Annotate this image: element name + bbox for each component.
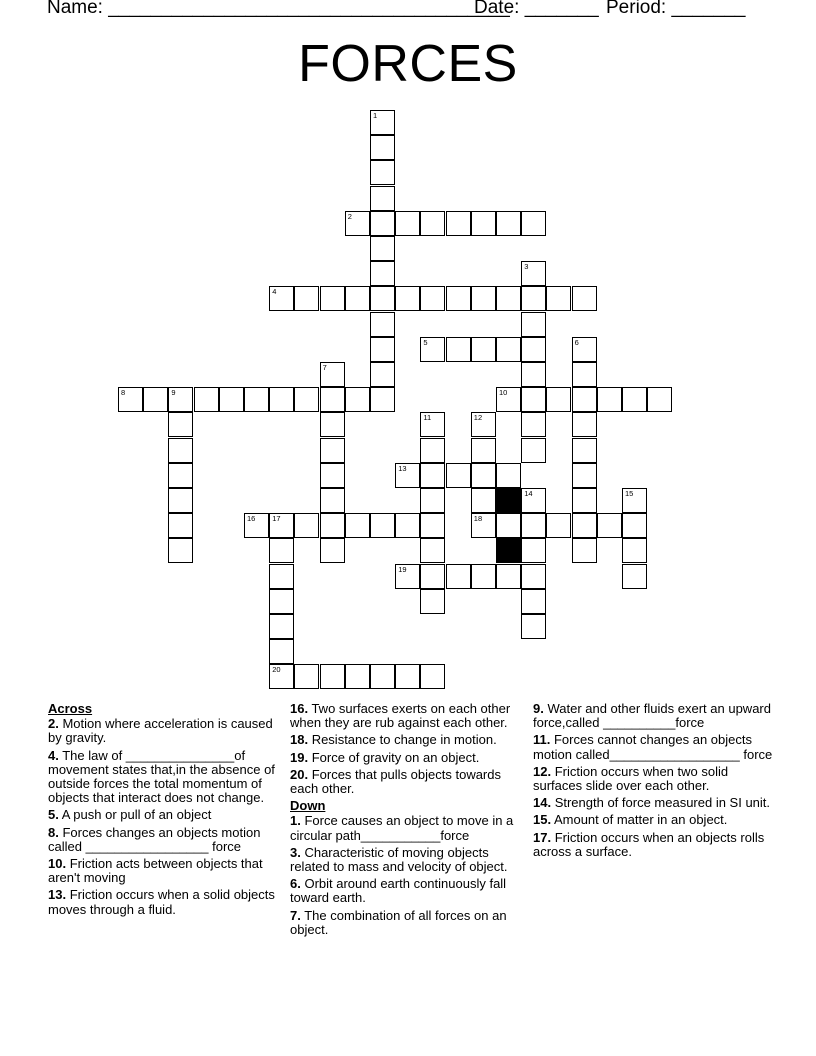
clue bbox=[533, 733, 773, 761]
clue bbox=[290, 702, 526, 730]
clue-number: 4 bbox=[272, 287, 277, 297]
clue-number: 5 bbox=[423, 337, 428, 347]
clue-text: Force causes an object to move in a circular path___________force bbox=[290, 813, 514, 843]
crossword-cell[interactable] bbox=[370, 110, 395, 135]
down-heading: Down bbox=[290, 798, 326, 814]
clue-number: 1 bbox=[373, 111, 378, 120]
crossword-cell[interactable] bbox=[521, 261, 546, 286]
crossword-cell[interactable] bbox=[572, 513, 597, 538]
crossword-cell[interactable] bbox=[219, 387, 244, 412]
crossword-cell[interactable] bbox=[572, 438, 597, 463]
across-heading: Across bbox=[48, 701, 93, 716]
crossword-cell[interactable] bbox=[118, 387, 143, 412]
crossword-cell[interactable] bbox=[168, 538, 193, 563]
crossword-cell[interactable] bbox=[546, 513, 571, 538]
crossword-cell[interactable] bbox=[269, 286, 294, 311]
crossword-cell[interactable] bbox=[572, 387, 597, 412]
clue bbox=[290, 846, 526, 874]
clue-label: 20. bbox=[290, 766, 309, 782]
crossword-cell[interactable] bbox=[294, 513, 319, 538]
crossword-cell[interactable] bbox=[420, 337, 445, 362]
crossword-cell[interactable] bbox=[521, 412, 546, 437]
clue-number: 18 bbox=[473, 514, 483, 524]
crossword-cell[interactable] bbox=[269, 664, 294, 689]
crossword-cell[interactable] bbox=[446, 463, 471, 488]
crossword-cell[interactable] bbox=[572, 412, 597, 437]
crossword-cell[interactable] bbox=[597, 387, 622, 412]
crossword-cell[interactable] bbox=[521, 513, 546, 538]
clue-text: The law of _______________of movement states that,in the absence of outside forces the total momentum of objects that interact does not change. bbox=[48, 747, 275, 806]
crossword-cell[interactable] bbox=[194, 387, 219, 412]
crossword-cell[interactable] bbox=[320, 438, 345, 463]
crossword-cell[interactable] bbox=[269, 513, 294, 538]
crossword-cell[interactable] bbox=[370, 664, 395, 689]
clue bbox=[290, 814, 526, 842]
clue-text: Friction occurs when a solid objects moves through a fluid. bbox=[48, 887, 275, 917]
crossword-cell[interactable] bbox=[496, 211, 521, 236]
clue-label: 3. bbox=[290, 844, 301, 860]
crossword-block bbox=[496, 538, 521, 563]
clue-label: 7. bbox=[290, 907, 301, 923]
clue-text: Force of gravity on an object. bbox=[308, 749, 480, 765]
crossword-cell[interactable] bbox=[320, 463, 345, 488]
clue-label: 16. bbox=[290, 701, 309, 716]
crossword-cell[interactable] bbox=[168, 387, 193, 412]
crossword-cell[interactable] bbox=[168, 438, 193, 463]
clue-text: The combination of all forces on an object. bbox=[290, 907, 507, 937]
clue bbox=[48, 717, 280, 745]
clue bbox=[533, 765, 773, 793]
clue-text: Forces changes an objects motion called _________________ force bbox=[48, 824, 261, 854]
clue-number: 12 bbox=[473, 413, 483, 423]
crossword-cell[interactable] bbox=[269, 614, 294, 639]
clue-text: Orbit around earth continuously fall toward earth. bbox=[290, 876, 507, 906]
date-field: Date: _______ bbox=[474, 0, 599, 18]
crossword-cell[interactable] bbox=[244, 513, 269, 538]
crossword-cell[interactable] bbox=[471, 337, 496, 362]
crossword-cell[interactable] bbox=[370, 312, 395, 337]
clue-text: A push or pull of an object bbox=[58, 807, 212, 823]
crossword-cell[interactable] bbox=[345, 664, 370, 689]
crossword-cell[interactable] bbox=[269, 639, 294, 664]
clue-label: 15. bbox=[533, 812, 552, 828]
crossword-cell[interactable] bbox=[420, 664, 445, 689]
crossword-cell[interactable] bbox=[622, 564, 647, 589]
clue bbox=[290, 909, 526, 937]
crossword-cell[interactable] bbox=[370, 513, 395, 538]
crossword-cell[interactable] bbox=[370, 387, 395, 412]
crossword-cell[interactable] bbox=[395, 286, 420, 311]
crossword-cell[interactable] bbox=[370, 362, 395, 387]
crossword-cell[interactable] bbox=[471, 412, 496, 437]
crossword-cell[interactable] bbox=[294, 286, 319, 311]
crossword-cell[interactable] bbox=[521, 564, 546, 589]
clue-text: Strength of force measured in SI unit. bbox=[551, 795, 771, 811]
crossword-cell[interactable] bbox=[320, 513, 345, 538]
crossword-cell[interactable] bbox=[370, 261, 395, 286]
clue bbox=[48, 857, 280, 885]
clue-text: Characteristic of moving objects related to mass and velocity of object. bbox=[290, 844, 508, 875]
clue-label: 17. bbox=[533, 829, 552, 845]
crossword-cell[interactable] bbox=[370, 337, 395, 362]
crossword-cell[interactable] bbox=[420, 412, 445, 437]
crossword-cell[interactable] bbox=[320, 286, 345, 311]
crossword-cell[interactable] bbox=[320, 362, 345, 387]
crossword-cell[interactable] bbox=[521, 488, 546, 513]
crossword-cell[interactable] bbox=[420, 538, 445, 563]
crossword-cell[interactable] bbox=[269, 589, 294, 614]
clue-text: Friction occurs when two solid surfaces slide over each other. bbox=[533, 763, 729, 794]
clue-label: 11. bbox=[533, 732, 551, 748]
crossword-cell[interactable] bbox=[446, 211, 471, 236]
clue-text: Resistance to change in motion. bbox=[308, 732, 497, 748]
crossword-cell[interactable] bbox=[521, 362, 546, 387]
clue-number: 3 bbox=[524, 262, 529, 272]
crossword-cell[interactable] bbox=[420, 564, 445, 589]
crossword-cell[interactable] bbox=[546, 387, 571, 412]
clue-text: Water and other fluids exert an upward force,called __________force bbox=[533, 701, 771, 731]
crossword-cell[interactable] bbox=[471, 211, 496, 236]
crossword-cell[interactable] bbox=[496, 337, 521, 362]
clue-label: 14. bbox=[533, 795, 552, 811]
crossword-cell[interactable] bbox=[420, 463, 445, 488]
crossword-cell[interactable] bbox=[496, 463, 521, 488]
crossword-cell[interactable] bbox=[471, 286, 496, 311]
crossword-cell[interactable] bbox=[320, 664, 345, 689]
crossword-cell[interactable] bbox=[168, 412, 193, 437]
clue-label: 9. bbox=[533, 701, 544, 716]
clue-text: Motion where acceleration is caused by gravity. bbox=[48, 716, 273, 746]
clue-label: 13. bbox=[48, 887, 67, 903]
clue-number: 2 bbox=[347, 211, 352, 221]
crossword-cell[interactable] bbox=[420, 589, 445, 614]
clue-label: 8. bbox=[48, 824, 59, 840]
clue-number: 9 bbox=[171, 388, 176, 398]
crossword-cell[interactable] bbox=[395, 664, 420, 689]
clue-label: 1. bbox=[290, 813, 301, 829]
crossword-cell[interactable] bbox=[320, 387, 345, 412]
clue-label: 10. bbox=[48, 856, 67, 872]
clue-number: 17 bbox=[272, 514, 281, 524]
clue bbox=[290, 751, 526, 765]
clue bbox=[48, 888, 280, 916]
clue bbox=[48, 826, 280, 854]
clue-text: Friction acts between objects that aren't moving bbox=[48, 856, 263, 886]
crossword-cell[interactable] bbox=[420, 286, 445, 311]
crossword-cell[interactable] bbox=[370, 135, 395, 160]
crossword-cell[interactable] bbox=[420, 211, 445, 236]
crossword-cell[interactable] bbox=[143, 387, 168, 412]
crossword-cell[interactable] bbox=[597, 513, 622, 538]
clue-number: 16 bbox=[247, 514, 256, 524]
crossword-cell[interactable] bbox=[471, 463, 496, 488]
period-field: Period: _______ bbox=[606, 0, 746, 18]
crossword-cell[interactable] bbox=[572, 286, 597, 311]
clue-label: 12. bbox=[533, 763, 552, 779]
crossword-cell[interactable] bbox=[496, 564, 521, 589]
crossword-cell[interactable] bbox=[370, 236, 395, 261]
clue-label: 2. bbox=[48, 716, 59, 732]
clue-number: 15 bbox=[625, 489, 634, 498]
crossword-block bbox=[496, 488, 521, 513]
clues-column-3 bbox=[533, 702, 773, 862]
crossword-cell[interactable] bbox=[546, 286, 571, 311]
crossword-cell[interactable] bbox=[521, 312, 546, 337]
clue bbox=[533, 796, 773, 810]
crossword-cell[interactable] bbox=[395, 513, 420, 538]
crossword-cell[interactable] bbox=[269, 564, 294, 589]
crossword-cell[interactable] bbox=[168, 513, 193, 538]
clues-column-1 bbox=[48, 702, 280, 920]
crossword-cell[interactable] bbox=[521, 286, 546, 311]
crossword-cell[interactable] bbox=[345, 513, 370, 538]
crossword-cell[interactable] bbox=[345, 286, 370, 311]
clue bbox=[48, 808, 280, 822]
clue bbox=[533, 813, 773, 827]
down-clue-list-continued bbox=[533, 702, 773, 859]
crossword-cell[interactable] bbox=[370, 211, 395, 236]
clue bbox=[48, 749, 280, 806]
crossword-cell[interactable] bbox=[572, 362, 597, 387]
clue-number: 11 bbox=[423, 413, 432, 423]
crossword-cell[interactable] bbox=[320, 488, 345, 513]
clue-text: Two surfaces exerts on each other when they are rub against each other. bbox=[290, 701, 511, 731]
crossword-cell[interactable] bbox=[521, 211, 546, 236]
crossword-cell[interactable] bbox=[572, 337, 597, 362]
crossword-cell[interactable] bbox=[269, 387, 294, 412]
crossword-cell[interactable] bbox=[572, 538, 597, 563]
crossword-cell[interactable] bbox=[294, 664, 319, 689]
crossword-cell[interactable] bbox=[446, 337, 471, 362]
crossword-cell[interactable] bbox=[395, 564, 420, 589]
crossword-cell[interactable] bbox=[320, 538, 345, 563]
crossword-cell[interactable] bbox=[168, 463, 193, 488]
crossword-cell[interactable] bbox=[420, 513, 445, 538]
clue bbox=[533, 702, 773, 730]
crossword-cell[interactable] bbox=[521, 438, 546, 463]
clue-label: 18. bbox=[290, 732, 309, 748]
crossword-cell[interactable] bbox=[446, 564, 471, 589]
crossword-cell[interactable] bbox=[370, 160, 395, 185]
crossword-cell[interactable] bbox=[244, 387, 269, 412]
crossword-cell[interactable] bbox=[622, 538, 647, 563]
crossword-cell[interactable] bbox=[521, 337, 546, 362]
clue-label: 5. bbox=[48, 807, 59, 823]
clue-label: 19. bbox=[290, 749, 309, 765]
clue bbox=[290, 733, 526, 747]
crossword-cell[interactable] bbox=[345, 211, 370, 236]
crossword-cell[interactable] bbox=[269, 538, 294, 563]
clue-text: Amount of matter in an object. bbox=[551, 812, 728, 828]
clue-text: Friction occurs when an objects rolls across a surface. bbox=[533, 829, 765, 859]
down-clue-list bbox=[290, 814, 526, 937]
crossword-cell[interactable] bbox=[420, 438, 445, 463]
crossword-cell[interactable] bbox=[496, 387, 521, 412]
clue-label: 4. bbox=[48, 747, 59, 763]
crossword-cell[interactable] bbox=[345, 387, 370, 412]
crossword-cell[interactable] bbox=[572, 463, 597, 488]
crossword-cell[interactable] bbox=[622, 513, 647, 538]
clue-number: 13 bbox=[398, 463, 407, 473]
clue-number: 20 bbox=[272, 665, 281, 675]
across-clue-list bbox=[48, 717, 280, 917]
crossword-cell[interactable] bbox=[294, 387, 319, 412]
crossword-cell[interactable] bbox=[471, 438, 496, 463]
crossword-cell[interactable] bbox=[521, 614, 546, 639]
crossword-cell[interactable] bbox=[622, 488, 647, 513]
clue bbox=[290, 877, 526, 905]
clue bbox=[290, 768, 526, 796]
crossword-cell[interactable] bbox=[521, 387, 546, 412]
across-clue-list-continued bbox=[290, 702, 526, 796]
clue-number: 19 bbox=[398, 564, 407, 574]
crossword-cell[interactable] bbox=[446, 286, 471, 311]
crossword-cell[interactable] bbox=[622, 387, 647, 412]
crossword-cell[interactable] bbox=[647, 387, 672, 412]
crossword-cell[interactable] bbox=[320, 412, 345, 437]
crossword-cell[interactable] bbox=[168, 488, 193, 513]
crossword-cell[interactable] bbox=[521, 538, 546, 563]
clue-text: Forces that pulls objects towards each other. bbox=[290, 766, 501, 797]
crossword-cell[interactable] bbox=[471, 564, 496, 589]
name-field: Name: ______________________________________ bbox=[47, 0, 510, 18]
crossword-cell[interactable] bbox=[370, 286, 395, 311]
crossword-cell[interactable] bbox=[471, 513, 496, 538]
clue-label: 6. bbox=[290, 876, 301, 892]
crossword-cell[interactable] bbox=[395, 211, 420, 236]
page-title: FORCES bbox=[298, 35, 518, 93]
crossword-cell[interactable] bbox=[420, 488, 445, 513]
crossword-cell[interactable] bbox=[395, 463, 420, 488]
crossword-cell[interactable] bbox=[370, 186, 395, 211]
crossword-cell[interactable] bbox=[496, 286, 521, 311]
clue-number: 14 bbox=[524, 489, 533, 498]
clue-number: 10 bbox=[499, 388, 508, 398]
clue-number: 8 bbox=[121, 388, 126, 398]
crossword-cell[interactable] bbox=[521, 589, 546, 614]
clues-column-2 bbox=[290, 702, 526, 940]
clue-number: 7 bbox=[322, 363, 327, 372]
crossword-cell[interactable] bbox=[572, 488, 597, 513]
clue bbox=[533, 831, 773, 859]
clue-number: 6 bbox=[574, 337, 579, 347]
clue-text: Forces cannot changes an objects motion called__________________ force bbox=[533, 732, 773, 762]
crossword-cell[interactable] bbox=[471, 488, 496, 513]
crossword-cell[interactable] bbox=[496, 513, 521, 538]
